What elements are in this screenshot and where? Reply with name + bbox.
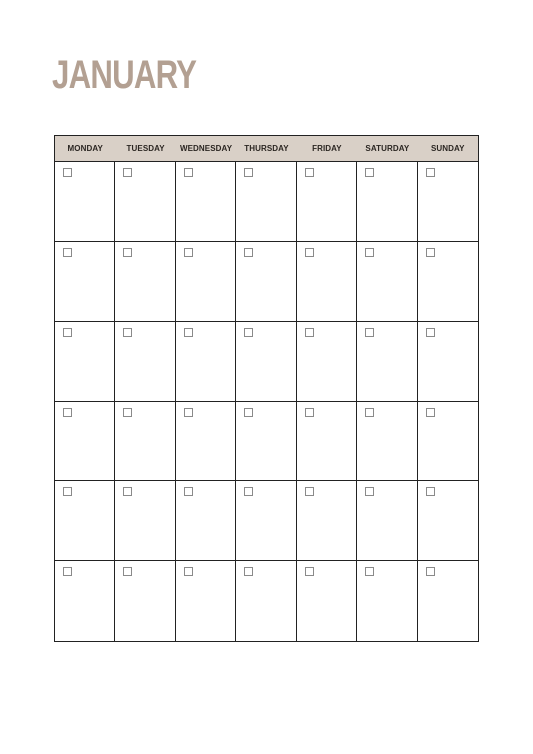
- day-cell: [55, 402, 115, 482]
- day-checkbox[interactable]: [365, 567, 374, 576]
- day-cell: [115, 162, 175, 242]
- day-cell: [357, 481, 417, 561]
- day-checkbox[interactable]: [63, 248, 72, 257]
- day-cell: [357, 402, 417, 482]
- day-cell: [115, 561, 175, 641]
- day-cell: [418, 481, 478, 561]
- day-checkbox[interactable]: [63, 487, 72, 496]
- day-checkbox[interactable]: [365, 487, 374, 496]
- day-checkbox[interactable]: [123, 567, 132, 576]
- day-cell: [55, 162, 115, 242]
- day-cell: [297, 481, 357, 561]
- day-checkbox[interactable]: [123, 248, 132, 257]
- day-header-friday: FRIDAY: [297, 136, 357, 162]
- day-cell: [357, 162, 417, 242]
- day-cell: [418, 242, 478, 322]
- day-checkbox[interactable]: [305, 248, 314, 257]
- day-checkbox[interactable]: [305, 408, 314, 417]
- day-cell: [236, 242, 296, 322]
- day-checkbox[interactable]: [63, 567, 72, 576]
- day-checkbox[interactable]: [426, 328, 435, 337]
- day-header-sunday: SUNDAY: [418, 136, 478, 162]
- day-checkbox[interactable]: [365, 328, 374, 337]
- day-checkbox[interactable]: [123, 408, 132, 417]
- day-checkbox[interactable]: [244, 408, 253, 417]
- day-header-saturday: SATURDAY: [357, 136, 417, 162]
- day-checkbox[interactable]: [244, 567, 253, 576]
- day-cell: [176, 242, 236, 322]
- day-checkbox[interactable]: [305, 168, 314, 177]
- day-cell: [297, 322, 357, 402]
- day-checkbox[interactable]: [426, 168, 435, 177]
- day-checkbox[interactable]: [365, 248, 374, 257]
- day-checkbox[interactable]: [184, 408, 193, 417]
- day-checkbox[interactable]: [244, 328, 253, 337]
- day-cell: [176, 322, 236, 402]
- day-checkbox[interactable]: [365, 408, 374, 417]
- day-header-monday: MONDAY: [55, 136, 115, 162]
- day-checkbox[interactable]: [63, 408, 72, 417]
- day-checkbox[interactable]: [123, 487, 132, 496]
- day-checkbox[interactable]: [305, 328, 314, 337]
- day-checkbox[interactable]: [426, 408, 435, 417]
- day-cell: [55, 561, 115, 641]
- day-cell: [176, 162, 236, 242]
- day-cell: [176, 481, 236, 561]
- day-cell: [297, 561, 357, 641]
- day-cell: [115, 481, 175, 561]
- day-header-thursday: THURSDAY: [236, 136, 296, 162]
- day-checkbox[interactable]: [123, 328, 132, 337]
- day-header-wednesday: WEDNESDAY: [176, 136, 236, 162]
- day-checkbox[interactable]: [184, 567, 193, 576]
- day-checkbox[interactable]: [184, 487, 193, 496]
- day-checkbox[interactable]: [184, 168, 193, 177]
- day-cell: [236, 322, 296, 402]
- day-checkbox[interactable]: [305, 567, 314, 576]
- day-checkbox[interactable]: [244, 168, 253, 177]
- month-title: JANUARY: [52, 53, 197, 97]
- day-cell: [236, 162, 296, 242]
- day-cell: [236, 561, 296, 641]
- day-checkbox[interactable]: [184, 248, 193, 257]
- day-cell: [176, 402, 236, 482]
- day-cell: [297, 242, 357, 322]
- day-checkbox[interactable]: [244, 487, 253, 496]
- day-cell: [55, 322, 115, 402]
- day-cell: [357, 322, 417, 402]
- day-cell: [55, 481, 115, 561]
- day-cell: [357, 242, 417, 322]
- day-checkbox[interactable]: [426, 487, 435, 496]
- day-cell: [297, 162, 357, 242]
- day-header-tuesday: TUESDAY: [115, 136, 175, 162]
- day-cell: [115, 402, 175, 482]
- day-cell: [297, 402, 357, 482]
- day-cell: [418, 322, 478, 402]
- day-checkbox[interactable]: [305, 487, 314, 496]
- day-cell: [357, 561, 417, 641]
- calendar-grid: [54, 135, 479, 642]
- day-checkbox[interactable]: [244, 248, 253, 257]
- day-cell: [236, 402, 296, 482]
- day-cell: [418, 561, 478, 641]
- day-checkbox[interactable]: [123, 168, 132, 177]
- day-cell: [418, 162, 478, 242]
- day-cell: [236, 481, 296, 561]
- day-checkbox[interactable]: [63, 168, 72, 177]
- day-checkbox[interactable]: [63, 328, 72, 337]
- day-cell: [115, 242, 175, 322]
- day-cell: [115, 322, 175, 402]
- day-cell: [55, 242, 115, 322]
- day-cell: [176, 561, 236, 641]
- day-checkbox[interactable]: [426, 248, 435, 257]
- day-cell: [418, 402, 478, 482]
- day-checkbox[interactable]: [365, 168, 374, 177]
- day-checkbox[interactable]: [426, 567, 435, 576]
- day-checkbox[interactable]: [184, 328, 193, 337]
